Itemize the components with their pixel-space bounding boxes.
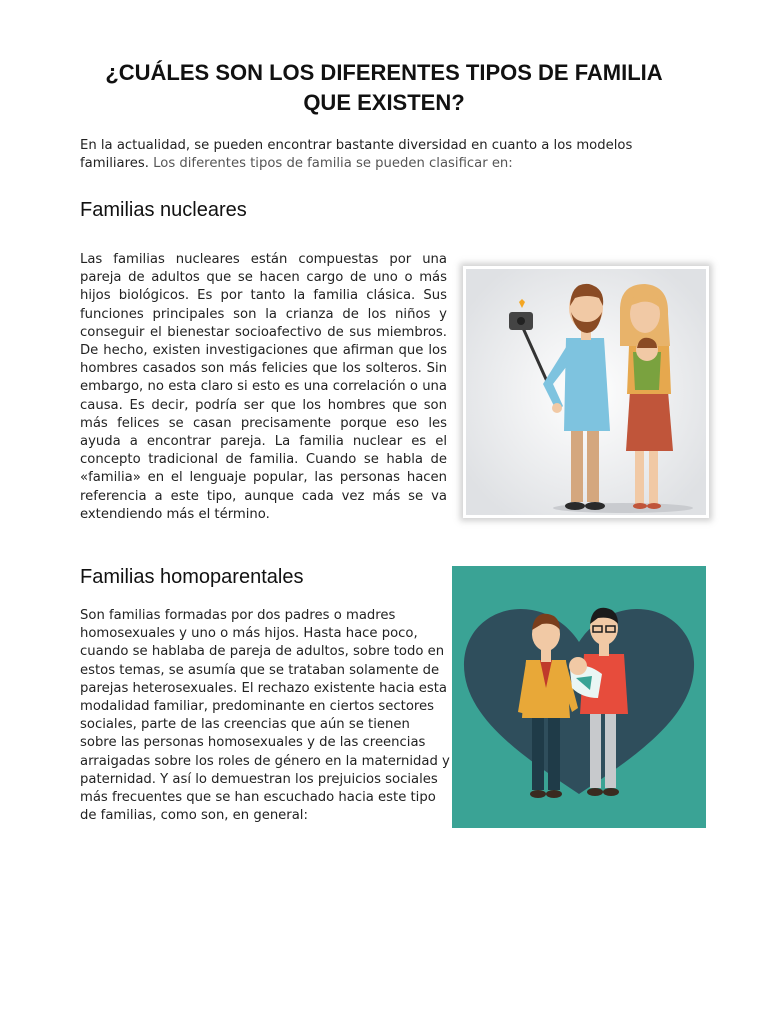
section-heading-nucleares: Familias nucleares	[80, 199, 247, 221]
nuclear-family-illustration	[463, 266, 709, 518]
section-heading-homoparentales: Familias homoparentales	[80, 566, 304, 588]
section-body-homoparentales: Son familias formadas por dos padres o madres homosexuales y uno o más hijos. Hasta hace poco, cuando se hablaba de pareja de adultos, sobre todo en estos temas, se asumía que se trataban solamente de parejas heterosexuales. El rechazo existente hacia esta modalidad familiar, predominante en ciertos sectores sociales, parte de las creencias que aún se tienen sobre las personas homosexuales y de las creencias arraigadas sobre los roles de género en la maternidad y paternidad. Y así lo demuestran los prejuicios sociales más frecuentes que se han escuchado hacia este tipo de familias, como son, en general:	[80, 608, 450, 824]
intro-text: En la actualidad, se pueden encontrar bastante diversidad en cuanto a los modelos familiares.	[80, 138, 633, 171]
intro-paragraph	[80, 137, 692, 173]
page-title-line-2: QUE EXISTEN?	[303, 90, 465, 115]
page-title-line-1: ¿CUÁLES SON LOS DIFERENTES TIPOS DE FAMILIA	[105, 60, 663, 85]
section-body-nucleares: Las familias nucleares están compuestas por una pareja de adultos que se hacen cargo de uno o más hijos biológicos. Es por tanto la familia clásica. Sus funciones principales son la crianza de los niños y conseguir el bienestar socioafectivo de sus miembros. De hecho, existen investigaciones que afirman que los hombres casados son más felicies que los solteros. Sin embargo, no esta claro si esto es una correlación o una causa. Es decir, podría ser que los hombres que son más felices se casan precisamente porque eso les ayuda a encontrar pareja. La familia nuclear es el concepto tradicional de familia. Cuando se habla de «familia» en el lenguaje popular, las personas hacen referencia a este tipo, aunque cada vez más se va extendiendo más el término.	[80, 252, 447, 522]
homoparental-family-illustration	[452, 566, 706, 828]
intro-text-continued: Los diferentes tipos de familia se pueden clasificar en:	[148, 156, 513, 171]
page-title	[80, 58, 688, 118]
heart-icon	[464, 609, 694, 794]
